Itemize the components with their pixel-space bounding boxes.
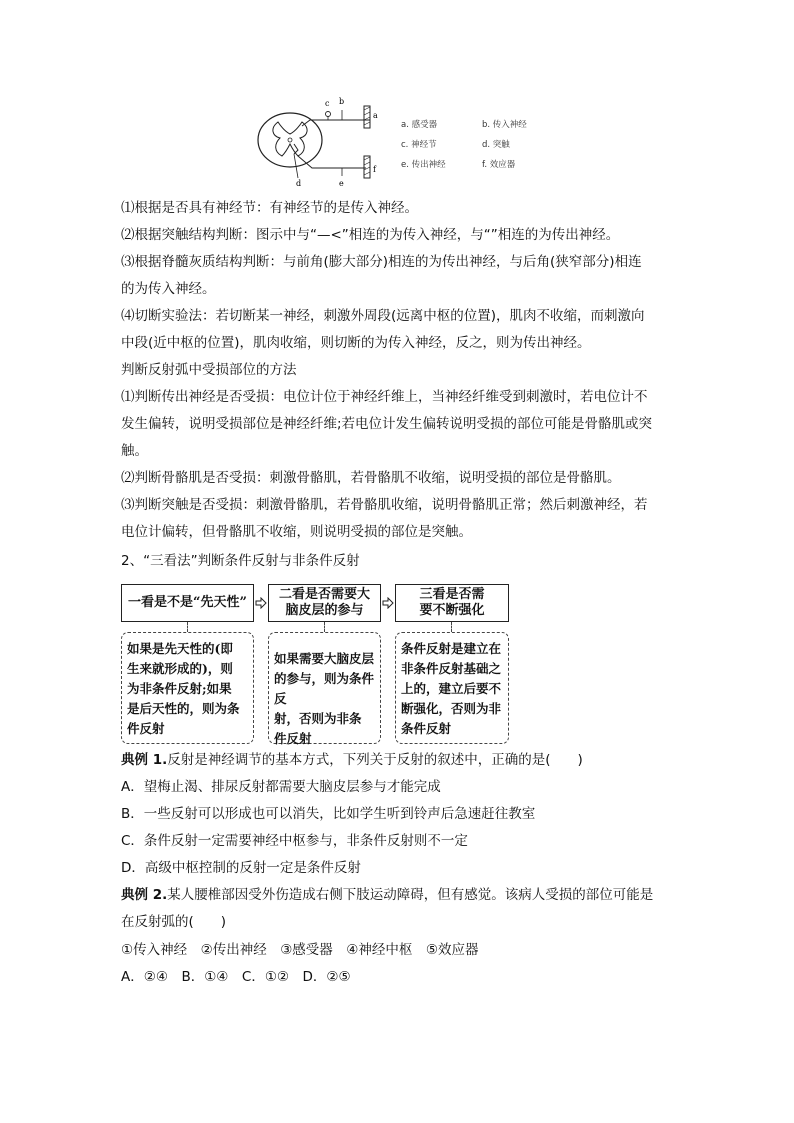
explain-box-1 xyxy=(121,632,254,744)
explain-box-2 xyxy=(268,632,381,744)
method2-line2: ⑵判断骨骼肌是否受损：刺激骨骼肌，若骨骼肌不收缩，说明受损的部位是骨骼肌。 xyxy=(121,470,621,486)
legend-a: a. 感受器 xyxy=(401,120,438,130)
explain-box-3 xyxy=(395,632,509,744)
method2-line1: ⑴判断传出神经是否受损：电位计位于神经纤维上，当神经纤维受到刺激时，若电位计不 xyxy=(121,389,648,405)
flow-box-2-line1: 二看是否需要大 xyxy=(278,587,370,602)
label-d: d xyxy=(296,179,302,188)
example1-option-d: D．高级中枢控制的反射一定是条件反射 xyxy=(121,860,361,876)
example1-option-b: B．一些反射可以形成也可以消失，比如学生听到铃声后急速赶往教室 xyxy=(121,806,536,822)
connector-3 xyxy=(451,622,452,632)
example1-option-c: C．条件反射一定需要神经中枢参与，非条件反射则不一定 xyxy=(121,833,468,849)
explain-3-line-1: 条件反射是建立在 xyxy=(401,641,502,656)
explain-2-line-4: 件反射 xyxy=(274,731,312,746)
method1-line3b: 的为传入神经。 xyxy=(121,281,216,297)
explain-2-line-1: 如果需要大脑皮层 xyxy=(274,651,375,666)
example1-label: 典例 1. xyxy=(121,752,168,768)
flow-box-3-line2: 要不断强化 xyxy=(419,603,485,618)
legend-c: c. 神经节 xyxy=(401,140,437,150)
method1-line2: ⑵根据突触结构判断：图示中与“—<”相连的为传入神经，与“”相连的为传出神经。 xyxy=(121,227,620,243)
example1-option-a: A．望梅止渴、排尿反射都需要大脑皮层参与才能完成 xyxy=(121,779,441,795)
explain-1-line-2: 生来就形成的)，则 xyxy=(127,661,233,676)
example2-label: 典例 2. xyxy=(121,887,168,903)
label-b: b xyxy=(339,97,345,106)
flow-box-2-line2: 脑皮层的参与 xyxy=(285,603,364,618)
explain-2-line-3: 射，否则为非条 xyxy=(274,711,362,726)
explain-2-line-2: 的参与，则为条件反 xyxy=(274,671,375,706)
example2-answers: A．②④ B．①④ C．①② D．②⑤ xyxy=(121,969,351,985)
flow-arrow-2-icon xyxy=(382,597,394,609)
label-c: c xyxy=(325,99,330,108)
example1-question: 反射是神经调节的基本方式，下列关于反射的叙述中，正确的是( ) xyxy=(167,752,583,768)
label-e: e xyxy=(339,179,344,188)
explain-3-line-3: 上的，建立后要不 xyxy=(401,681,502,696)
example1-stem xyxy=(121,750,583,770)
explain-3-line-5: 条件反射 xyxy=(401,721,452,736)
label-a: a xyxy=(373,111,378,120)
explain-3-line-2: 非条件反射基础之 xyxy=(401,661,502,676)
method2-title: 判断反射弧中受损部位的方法 xyxy=(121,362,297,378)
flow-box-1-text: 一看是不是“先天性” xyxy=(128,595,247,610)
method2-line3b: 电位计偏转，但骨骼肌不收缩，则说明受损的部位是突触。 xyxy=(121,524,472,540)
reflex-arc-figure xyxy=(250,92,550,192)
flow-box-3-line1: 三看是否需 xyxy=(419,587,485,602)
example2-stem xyxy=(121,885,653,905)
flow-arrow-1-icon xyxy=(255,597,267,609)
method1-line3: ⑶根据脊髓灰质结构判断：与前角(膨大部分)相连的为传出神经，与后角(狭窄部分)相连 xyxy=(121,254,642,270)
legend-d: d. 突触 xyxy=(482,140,510,150)
explain-1-line-3: 为非条件反射;如果 xyxy=(127,681,232,696)
flow-box-3 xyxy=(395,584,509,622)
explain-1-line-1: 如果是先天性的(即 xyxy=(127,641,233,656)
section2-title: 2、“三看法”判断条件反射与非条件反射 xyxy=(121,553,360,569)
spinal-cord-diagram xyxy=(250,92,400,192)
example2-question: 某人腰椎部因受外伤造成右侧下肢运动障碍，但有感觉。该病人受损的部位可能是 xyxy=(167,887,654,903)
connector-2 xyxy=(324,622,325,632)
legend-b: b. 传入神经 xyxy=(482,120,527,130)
example2-stem-cont: 在反射弧的( ) xyxy=(121,914,227,930)
method2-line3: ⑶判断突触是否受损：刺激骨骼肌，若骨骼肌收缩，说明骨骼肌正常；然后刺激神经，若 xyxy=(121,497,648,513)
explain-3-line-4: 断强化，否则为非 xyxy=(401,701,502,716)
method1-line1: ⑴根据是否具有神经节：有神经节的是传入神经。 xyxy=(121,200,418,216)
connector-1 xyxy=(187,622,188,632)
flow-box-1 xyxy=(121,584,254,622)
label-f: f xyxy=(373,165,376,174)
method2-line1b: 发生偏转，说明受损部位是神经纤维;若电位计发生偏转说明受损的部位可能是骨骼肌或突 xyxy=(121,416,653,432)
method1-line4: ⑷切断实验法：若切断某一神经，刺激外周段(远离中枢的位置)，肌肉不收缩，而刺激向 xyxy=(121,308,645,324)
legend-f: f. 效应器 xyxy=(482,160,516,170)
legend-e: e. 传出神经 xyxy=(401,160,446,170)
method2-line1c: 触。 xyxy=(121,443,148,459)
example2-options: ①传入神经 ②传出神经 ③感受器 ④神经中枢 ⑤效应器 xyxy=(121,942,479,958)
method1-line4b: 中段(近中枢的位置)，肌肉收缩，则切断的为传入神经，反之，则为传出神经。 xyxy=(121,335,591,351)
explain-1-line-5: 件反射 xyxy=(127,721,165,736)
flow-box-2 xyxy=(268,584,381,622)
explain-1-line-4: 是后天性的，则为条 xyxy=(127,701,240,716)
